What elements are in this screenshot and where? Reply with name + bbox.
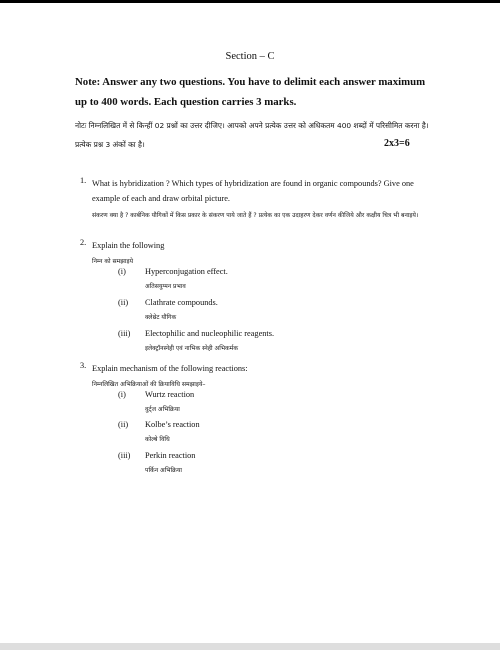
question-text: What is hybridization ? Which types of hybridization are found in organic compounds? Give one example of each and draw orbital picture. xyxy=(92,179,414,203)
question-hindi: निम्न को समझाइये xyxy=(92,258,134,265)
question-text: Explain mechanism of the following reactions: xyxy=(92,364,248,373)
subquestion-hindi: अतिसयुग्मन प्रभाव xyxy=(145,283,186,290)
subquestion-text: Electophilic and nucleophilic reagents. xyxy=(145,329,275,338)
subquestion-hindi: पर्किन अभिक्रिया xyxy=(145,467,182,474)
note-hindi: नोटः निम्नलिखित में से किन्हीं 02 प्रश्नों का उत्तर दीजिए। आपको अपने प्रत्येक उत्तर को अधिकतम 400 शब्दों में परिसीमित करना है। प्रत्येक प्रश्न 3 अंकों का है। xyxy=(75,121,429,149)
marks-scheme: 2x3=6 xyxy=(384,138,410,149)
question-number: 3. xyxy=(80,361,87,370)
subquestion-text: Clathrate compounds. xyxy=(145,298,218,307)
subquestion-numeral: (i) xyxy=(118,390,126,399)
question-hindi: निम्नलिखित अभिक्रियाओं की क्रियाविधि समझाइये– xyxy=(92,381,206,388)
subquestion-hindi: इलेक्ट्रॉनस्नेही एवं नाभिक स्नेही अभिकर्मक xyxy=(145,345,239,352)
subquestion-numeral: (iii) xyxy=(118,451,131,460)
subquestion-numeral: (ii) xyxy=(118,298,129,307)
subquestion-numeral: (i) xyxy=(118,267,126,276)
note-english: Note: Answer any two questions. You have to delimit each answer maximum up to 400 words. Each question carries 3 marks. xyxy=(75,76,426,108)
top-edge xyxy=(0,0,500,3)
subquestion-text: Wurtz reaction xyxy=(145,390,195,399)
subquestion-hindi: वुर्ट्ज अभिक्रिया xyxy=(145,406,180,413)
subquestion-numeral: (iii) xyxy=(118,329,131,338)
question-number: 1. xyxy=(80,176,87,185)
subquestion-numeral: (ii) xyxy=(118,420,129,429)
question-hindi: संकरण क्या है ? कार्बनिक यौगिकों में किस प्रकार के संकरण पाये जाते हैं ? प्रत्येक का एक उदाहरण देकर वर्णन कीजिये और कक्षीय चित्र भी बनाइये। xyxy=(92,212,419,219)
subquestion-text: Kolbe’s reaction xyxy=(145,420,200,429)
subquestion-hindi: कोल्बे विधि xyxy=(145,436,170,443)
section-title: Section – C xyxy=(225,51,275,62)
subquestion-hindi: क्लेथ्रेट यौगिक xyxy=(145,314,177,321)
question-number: 2. xyxy=(80,238,87,247)
bottom-edge xyxy=(0,643,500,650)
subquestion-text: Hyperconjugation effect. xyxy=(145,267,228,276)
question-text: Explain the following xyxy=(92,241,165,250)
subquestion-text: Perkin reaction xyxy=(145,451,196,460)
